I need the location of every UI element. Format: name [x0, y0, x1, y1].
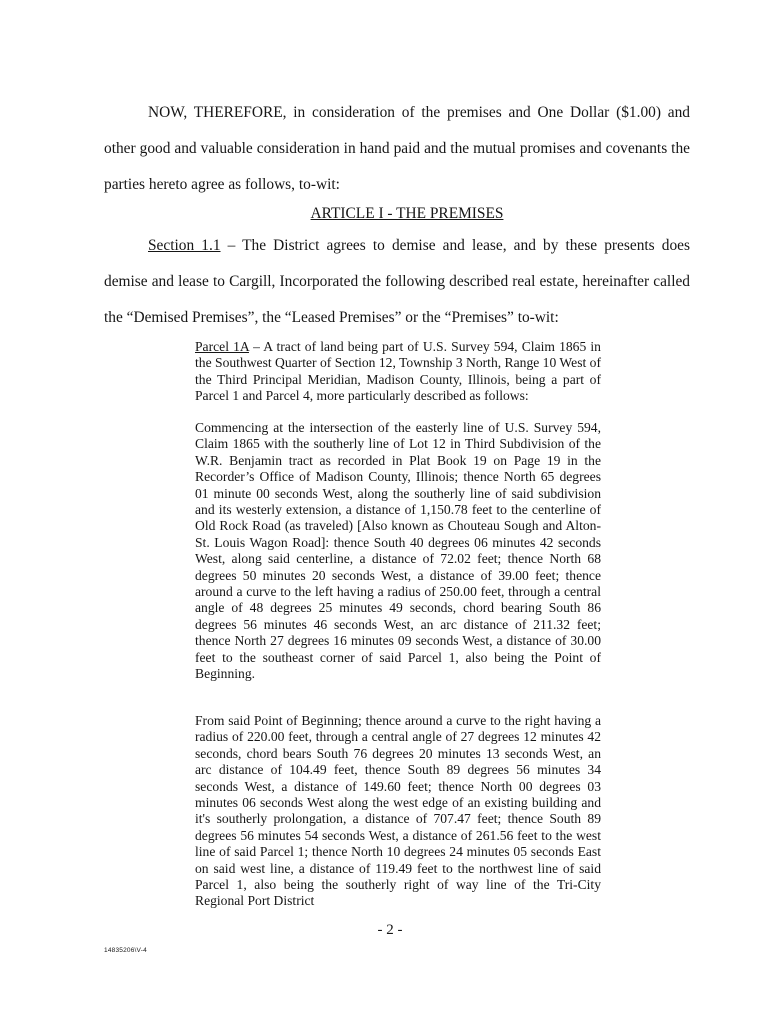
section-label: Section 1.1 [148, 237, 221, 254]
intro-paragraph: NOW, THEREFORE, in consideration of the premises and One Dollar ($1.00) and other good and valuable consideration in hand paid and the mutual promises and covenants the parties hereto agree as follows, to-wit: [104, 104, 690, 193]
section-1-1-paragraph [104, 228, 690, 336]
parcel-intro-text: – A tract of land being part of U.S. Survey 594, Claim 1865 in the Southwest Quarter of Section 12, Township 3 North, Range 10 West of the Third Principal Meridian, Madison County, Illinois, being a part of Parcel 1 and Parcel 4, more particularly described as follows: [195, 339, 601, 404]
point-of-beginning-paragraph: From said Point of Beginning; thence around a curve to the right having a radius of 220.00 feet, through a central angle of 27 degrees 12 minutes 42 seconds, chord bears South 76 degrees 20 minutes 13 seconds West, an arc distance of 104.49 feet, thence South 89 degrees 56 minutes 34 seconds West, a distance of 149.60 feet; thence North 00 degrees 03 minutes 06 seconds West along the west edge of an existing building and it's southerly prolongation, a distance of 707.47 feet; thence South 89 degrees 56 minutes 54 seconds West, a distance of 261.56 feet to the west line of said Parcel 1; thence North 10 degrees 24 minutes 05 seconds East on said west line, a distance of 119.49 feet to the northwest line of said Parcel 1, also being the southerly right of way line of the Tri-City Regional Port District [195, 713, 601, 909]
page-number: - 2 - [377, 922, 403, 938]
commencing-paragraph: Commencing at the intersection of the easterly line of U.S. Survey 594, Claim 1865 with the southerly line of Lot 12 in Third Subdivision of the W.R. Benjamin tract as recorded in Plat Book 19 on Page 19 in the Recorder’s Office of Madison County, Illinois; thence North 65 degrees 01 minute 00 seconds West, along the southerly line of said subdivision and its westerly extension, a distance of 1,150.78 feet to the centerline of Old Rock Road (as traveled) [Also known as Chouteau Sough and Alton-St. Louis Wagon Road]: thence South 40 degrees 06 minutes 42 seconds West, along said centerline, a distance of 72.02 feet; thence North 68 degrees 50 minutes 20 seconds West, a distance of 39.00 feet; thence around a curve to the left having a radius of 250.00 feet, through a central angle of 48 degrees 25 minutes 49 seconds, chord bearing South 86 degrees 56 minutes 46 seconds West, an arc distance of 211.32 feet; thence North 27 degrees 16 minutes 09 seconds West, a distance of 30.00 feet to the southeast corner of said Parcel 1, also being the Point of Beginning. [195, 420, 601, 682]
parcel-label: Parcel 1A [195, 339, 249, 354]
article-heading: ARTICLE I - THE PREMISES [310, 205, 504, 222]
document-id: 14835206\V-4 [104, 947, 147, 954]
parcel-description [195, 339, 601, 405]
section-text: – The District agrees to demise and lease, and by these presents does demise and lease to Cargill, Incorporated the following described real estate, hereinafter called the “Demised Premises”, the “Leased Premises” or the “Premises” to-wit: [104, 237, 690, 326]
